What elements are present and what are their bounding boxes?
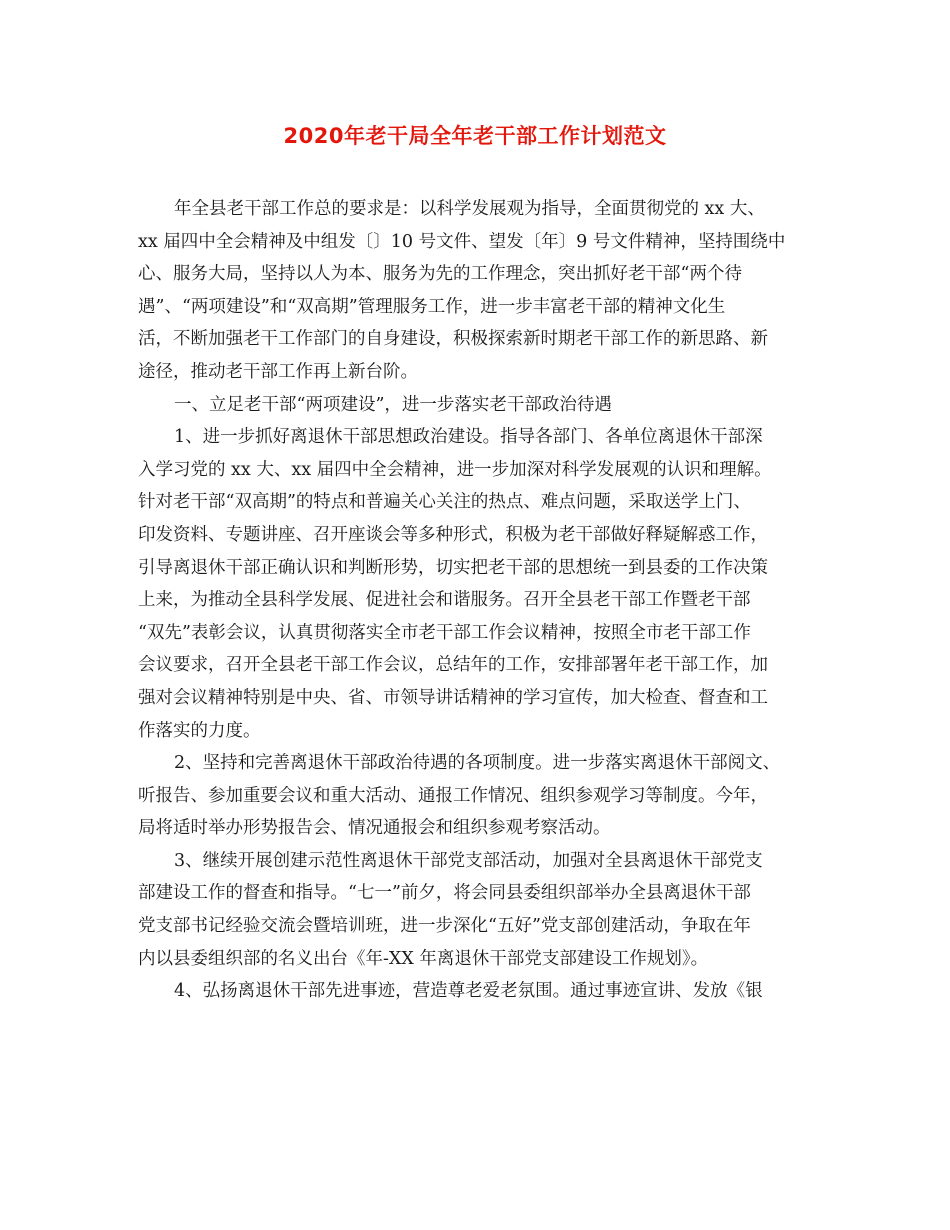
body-text-line: 一、立足老干部“两项建设”，进一步落实老干部政治待遇	[174, 394, 612, 415]
body-text-line: 引导离退休干部正确认识和判断形势，切实把老干部的思想统一到县委的工作决策	[138, 557, 768, 578]
body-text-line: 入学习党的 xx 大、xx 届四中全会精神，进一步加深对科学发展观的认识和理解。	[138, 459, 772, 480]
body-text-line: 年全县老干部工作总的要求是：以科学发展观为指导，全面贯彻党的 xx 大、	[174, 199, 765, 219]
document-body	[138, 193, 822, 1008]
body-text-line: 强对会议精神特别是中央、省、市领导讲话精神的学习宣传，加大检查、督查和工	[138, 687, 768, 708]
body-text-line: 上来，为推动全县科学发展、促进社会和谐服务。召开全县老干部工作暨老干部	[138, 590, 751, 611]
body-text-line: 部建设工作的督查和指导。“七一”前夕，将会同县委组织部举办全县离退休干部	[138, 883, 751, 904]
body-text-line: 作落实的力度。	[138, 720, 261, 741]
body-text-line: 局将适时举办形势报告会、情况通报会和组织参观考察活动。	[138, 818, 611, 839]
body-text-line: 途径，推动老干部工作再上新台阶。	[138, 361, 418, 382]
body-text-line: 印发资料、专题讲座、召开座谈会等多种形式，积极为老干部做好释疑解惑工作，	[138, 524, 768, 545]
body-text-line: xx 届四中全会精神及中组发〔〕10 号文件、望发〔年〕9 号文件精神，坚持围绕中	[138, 231, 786, 252]
body-text-line: 会议要求，召开全县老干部工作会议，总结年的工作，安排部署年老干部工作，加	[138, 655, 768, 676]
body-text-line: 3、继续开展创建示范性离退休干部党支部活动，加强对全县离退休干部党支	[174, 850, 763, 871]
body-text-line: 2、坚持和完善离退休干部政治待遇的各项制度。进一步落实离退休干部阅文、	[174, 753, 781, 774]
body-text-line: 听报告、参加重要会议和重大活动、通报工作情况、组织参观学习等制度。今年，	[138, 785, 768, 806]
body-text-line: 遇”、“两项建设”和“双高期”管理服务工作，进一步丰富老干部的精神文化生	[138, 296, 726, 317]
body-text-line: 1、进一步抓好离退休干部思想政治建设。指导各部门、各单位离退休干部深	[174, 427, 763, 448]
document-title: 2020年老干局全年老干部工作计划范文	[283, 124, 667, 148]
body-text-line: 党支部书记经验交流会暨培训班，进一步深化“五好”党支部创建活动，争取在年	[138, 916, 751, 937]
body-text-line: “双先”表彰会议，认真贯彻落实全市老干部工作会议精神，按照全市老干部工作	[138, 622, 751, 643]
body-text-line: 4、弘扬离退休干部先进事迹，营造尊老爱老氛围。通过事迹宣讲、发放《银	[174, 981, 763, 1002]
body-text-line: 活，不断加强老干工作部门的自身建设，积极探索新时期老干部工作的新思路、新	[138, 329, 768, 350]
body-text-line: 心、服务大局，坚持以人为本、服务为先的工作理念，突出抓好老干部“两个待	[138, 264, 742, 285]
body-text-line: 针对老干部“双高期”的特点和普遍关心关注的热点、难点问题，采取送学上门、	[138, 492, 751, 513]
body-text-line: 内以县委组织部的名义出台《年-XX 年离退休干部党支部建设工作规划》。	[138, 948, 709, 969]
